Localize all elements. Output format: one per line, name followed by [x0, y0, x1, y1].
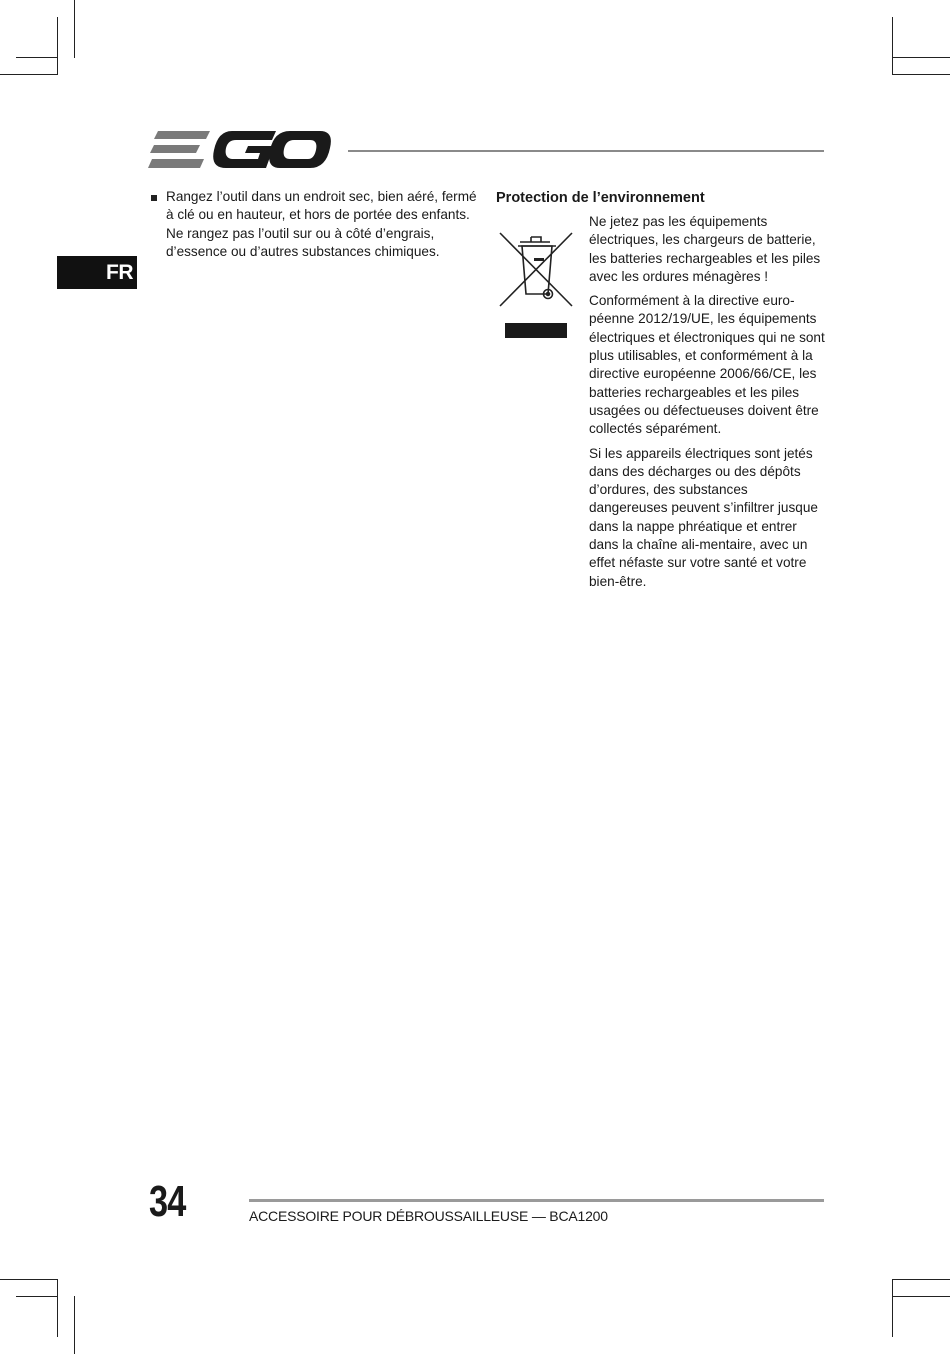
header-rule	[348, 150, 824, 152]
crop-mark	[16, 1296, 58, 1297]
left-column	[150, 188, 480, 261]
crop-mark	[892, 1279, 893, 1337]
section-title: Protection de l’environnement	[496, 190, 705, 206]
paragraph: Si les appareils électriques sont jetés dans des décharges ou des dépôts d’ordures, des substances dangereuses peuvent s’infiltrer jusque dans la nappe phréatique et entrer dans la chaîne ali-mentaire, avec un effet néfaste sur votre santé et votre bien-être.	[589, 445, 818, 589]
crop-mark	[74, 0, 75, 58]
list-item-text: Rangez l’outil dans un endroit sec, bien aéré, fermé à clé ou en hauteur, et hors de portée des enfants. Ne rangez pas l’outil sur ou à côté d’engrais, d’essence ou d’autres substances chimiques.	[166, 189, 477, 259]
crop-mark	[892, 17, 893, 75]
footer-title: ACCESSOIRE POUR DÉBROUSSAILLEUSE — BCA1200	[249, 1208, 608, 1224]
environment-text	[589, 213, 827, 597]
page-number: 34	[149, 1177, 186, 1226]
footer-rule	[249, 1199, 824, 1202]
square-bullet-icon	[151, 195, 157, 201]
crop-mark	[892, 1279, 950, 1280]
crop-mark	[892, 57, 950, 58]
crop-mark	[0, 1279, 58, 1280]
crop-mark	[892, 1296, 950, 1297]
ego-logo	[148, 128, 332, 172]
language-tab: FR	[57, 256, 137, 289]
crop-mark	[16, 57, 58, 58]
paragraph: Ne jetez pas les équipements électriques, les chargeurs de batterie, les batteries rechargeables et les piles avec les ordures ménagères !	[589, 214, 821, 284]
list-item	[150, 188, 480, 261]
crop-mark	[892, 74, 950, 75]
crop-mark	[0, 74, 58, 75]
crossed-out-wheelie-bin-icon	[498, 228, 576, 342]
paragraph: Conformément à la directive euro-péenne 2012/19/UE, les équipements électriques et électroniques qui ne sont plus utilisables, et conformément à la directive européenne 2006/66/CE, les batteries rechargeables et les piles usagées ou défectueuses doivent être collectés séparément.	[589, 293, 825, 437]
crop-mark	[57, 1279, 58, 1337]
crop-mark	[57, 17, 58, 75]
crop-mark	[74, 1296, 75, 1354]
